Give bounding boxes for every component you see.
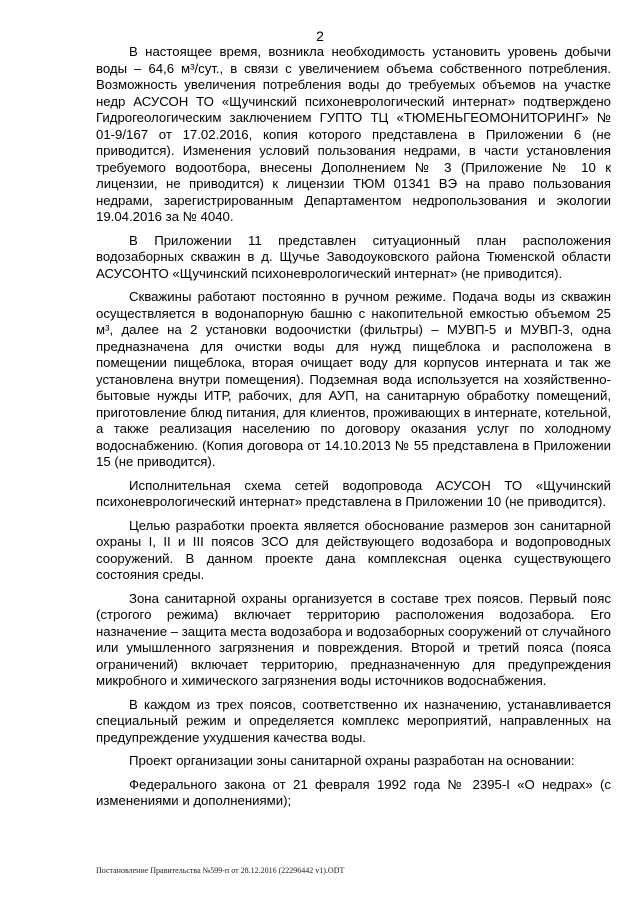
paragraph-project-basis: Проект организации зоны санитарной охраны разработан на основании: [129, 753, 575, 768]
document-footer: Постановление Правительства №599-п от 28.12.2016 (22296442 v1).ODT [96, 866, 345, 875]
paragraph-project-goal: Целью разработки проекта является обоснование размеров зон санитарной охраны I, II и III поясов ЗСО для действующего водозабора и водопроводных сооружений. В данном проекте дана комплексная оценка существующего состояния среды. [96, 517, 611, 582]
paragraph-zone-regime: В каждом из трех поясов, соответственно их назначению, устанавливается специальный режим и определяется комплекс мероприятий, направленных на предупреждение ухудшения качества воды. [96, 696, 611, 745]
paragraph-wells-operation: Скважины работают постоянно в ручном режиме. Подача воды из скважин осуществляется в водонапорную башню с накопительной емкостью объемом 25 м³, далее на 2 установки водоочистки (фильтры) – МУВП-5 и МУВП-3, одна предназначена для очистки воды для нужд пищеблока и расположена в помещении пищеблока, вторая очищает воду для корпусов интерната и так же установлена внутри помещения). Подземная вода используется на хозяйственно-бытовые нужды ИТР, рабочих, для АУП, на санитарную обработку помещений, приготовление блюд питания, для клиентов, проживающих в интернате, котельной, а также реализация населению по договору оказания услуг по холодному водоснабжению. (Копия договора от 14.10.2013 № 55 представлена в Приложении 15 (не приводится). [96, 289, 611, 469]
paragraph-protection-zones: Зона санитарной охраны организуется в составе трех поясов. Первый пояс (строгого режима) включает территорию расположения водозабора. Его назначение – защита места водозабора и водозаборных сооружений от случайного или умышленного загрязнения и повреждения. Второй и третий пояса (пояса ограничений) включает территорию, предназначенную для предупреждения микробного и химического загрязнения воды источников водоснабжения. [96, 590, 611, 688]
paragraph-situation-plan: В Приложении 11 представлен ситуационный план расположения водозаборных скважин в д. Щучье Заводоуковского района Тюменской области АСУСОНТО «Щучинский психоневрологический интернат» (не приводится). [96, 232, 611, 281]
paragraph-water-demand: В настоящее время, возникла необходимость установить уровень добычи воды – 64,6 м³/сут., в связи с увеличением объема собственного потребления. Возможность увеличения потребления воды до требуемых объемов на участке недр АСУСОН ТО «Щучинский психоневрологический интернат» подтверждено Гидрогеологическим заключением ГУПТО ТЦ «ТЮМЕНЬГЕОМОНИТОРИНГ» № 01-9/167 от 17.02.2016, копия которого представлена в Приложении 6 (не приводится). Изменения условий пользования недрами, в части установления требуемого водоотбора, внесены Дополнением № 3 (Приложение № 10 к лицензии, не приводится) к лицензии ТЮМ 01341 ВЭ на право пользования недрами, зарегистрированным Департаментом недропользования и экологии 19.04.2016 за № 4040. [96, 44, 611, 224]
paragraph-water-network: Исполнительная схема сетей водопровода АСУСОН ТО «Щучинский психоневрологический интернат» представлена в Приложении 10 (не приводится). [96, 477, 611, 509]
page-number: 2 [316, 28, 324, 44]
paragraph-federal-law: Федерального закона от 21 февраля 1992 года № 2395-I «О недрах» (с изменениями и дополнениями); [96, 776, 611, 808]
document-body [96, 44, 611, 817]
